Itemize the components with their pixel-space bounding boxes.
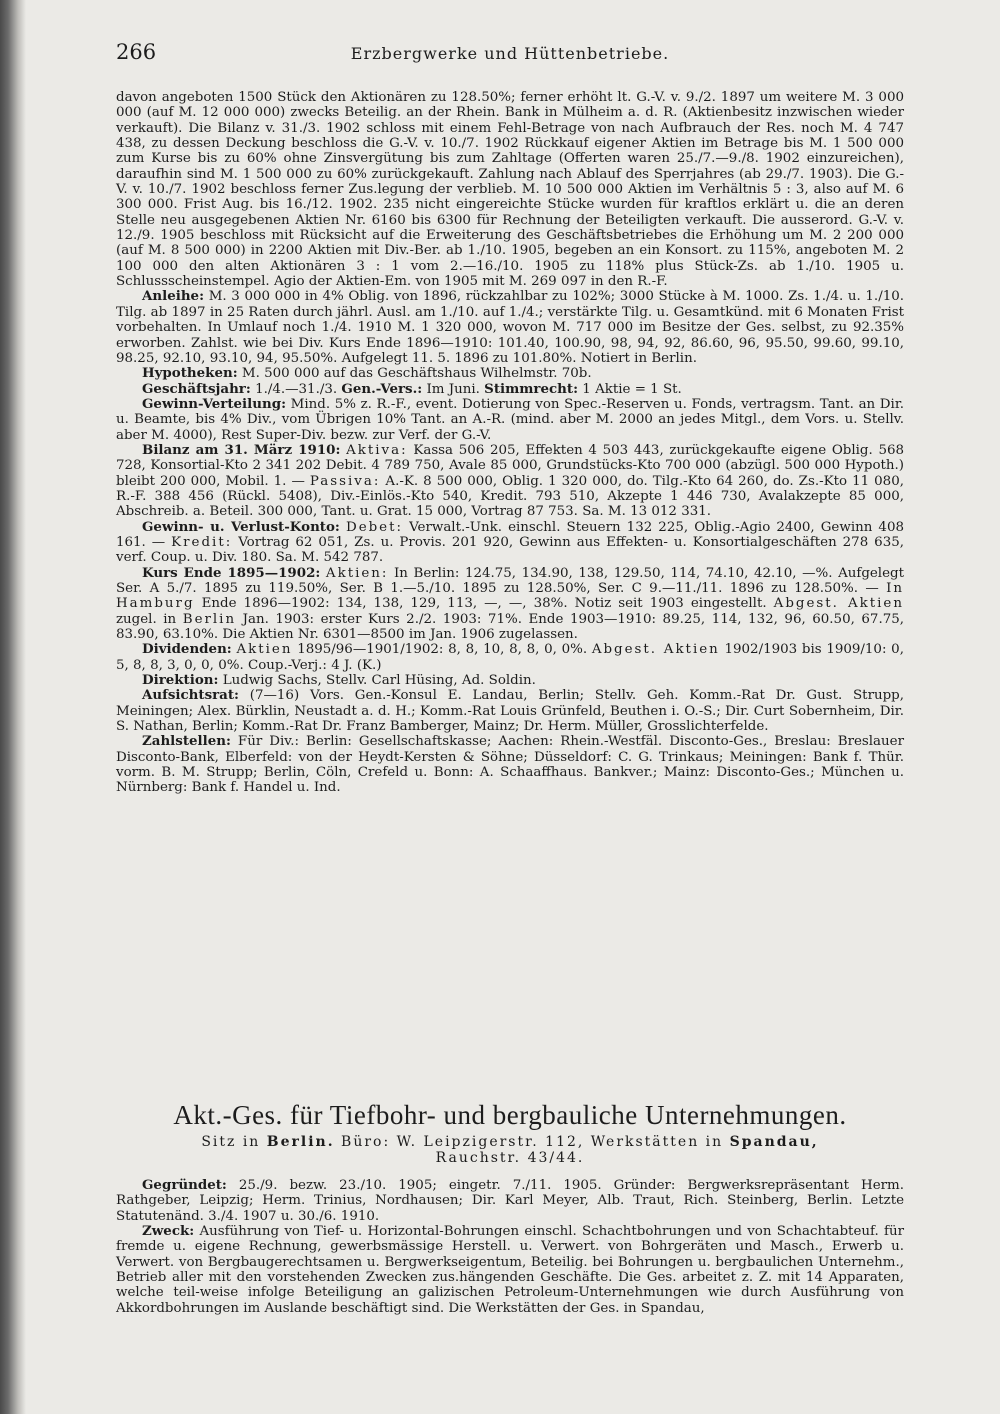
direktion-text: Ludwig Sachs, Stellv. Carl Hüsing, Ad. Soldin. <box>222 673 536 689</box>
direktion-label: Direktion: <box>142 672 219 689</box>
kurs-abgest-label: Abgest. Aktien <box>773 596 904 612</box>
hypotheken-paragraph <box>116 366 904 381</box>
kurs-abgest-berlin: Berlin <box>182 611 237 627</box>
stimmrecht-label: Stimmrecht: <box>484 380 579 397</box>
kurs-paragraph <box>116 566 904 643</box>
kurs-berlin-text: 124.75, 134.90, 138, 129.50, 114, 74.10, 42.10, —%. Aufgelegt Ser. A 5./7. 1895 zu 119.50%, Ser. B 1.—5./10. 1895 zu 128.50%, Ser. C 9.—11./11. 1896 zu 128.50%. — <box>116 565 904 596</box>
werk-city: Spandau, <box>729 1134 819 1150</box>
running-title: Erzbergwerke und Hüttenbetriebe. <box>350 44 670 63</box>
genvers-label: Gen.-Vers.: <box>341 380 423 397</box>
dividenden-label: Dividenden: <box>142 641 232 658</box>
zahlstellen-label: Zahlstellen: <box>142 733 231 750</box>
hypotheken-label: Hypotheken: <box>142 365 238 382</box>
geschaeftsjahr-paragraph <box>116 382 904 397</box>
direktion-paragraph <box>116 673 904 688</box>
zweck-label: Zweck: <box>142 1223 195 1240</box>
gewinnverteilung-text: Mind. 5% z. R.-F., event. Dotierung von Spec.-Reserven u. Fonds, vertragsm. Tant. an Dir. u. Beamte, bis 4% Div., vom Übrigen 10% Tant. an A.-R. (mind. aber M. 2000 an jedes Mitgl., dem Vors. u. Stellv. aber M. 4000), Rest Super-Div. bezw. zur Verf. der G.-V. <box>116 396 905 443</box>
guv-paragraph <box>116 520 904 566</box>
dividenden-abgest-label: Abgest. Aktien <box>591 642 720 658</box>
page-header <box>116 40 904 66</box>
dividenden-abgest-text: 1902/1903 bis 1909/10: 0, 5, 8, 8, 3, 0, 0, 0%. Coup.-Verj.: 4 J. (K.) <box>116 642 904 673</box>
aktiva-label: Aktiva: <box>346 442 408 458</box>
aufsichtsrat-text: (7—16) Vors. Gen.-Konsul E. Landau, Berlin; Stellv. Geh. Komm.-Rat Dr. Gust. Strupp, Meiningen; Alex. Bürklin, Neustadt a. d. H.; Komm.-Rat Louis Grünfeld, Beuthen i. O.-S.; Dir. Curt Sobernheim, Dir. S. Nathan, Berlin; Komm.-Rat Dr. Franz Bamberger, Mainz; Dr. Herm. Müller, Grosslichterfelde. <box>116 688 904 735</box>
debet-label: Debet: <box>345 519 404 535</box>
anleihe-paragraph <box>116 289 904 366</box>
passiva-label: Passiva: <box>309 473 381 489</box>
buero-text: Büro: W. Leipzigerstr. 112, Werkstätten in <box>341 1134 724 1150</box>
zweck-text: Ausführung von Tief- u. Horizontal-Bohrungen einschl. Schachtbohrungen und von Schachtabteuf. für fremde u. eigene Rechnung, gewerbsmässige Herstell. u. Verwert. von Bohrgeräten und Masch., Erwerb u. Verwert. von Bergbaugerechtsamen u. Bergwerkseigentum, Beteilig. bei Bohrungen u. bergbaulichen Unternehm., Betrieb aller mit den vorstehenden Zwecken zus.hängenden Geschäfte. Die Ges. arbeitet z. Z. mit 14 Apparaten, welche teil-weise infolge Beteiligung an galizischen Petroleum-Unternehmungen wie durch Ausführung von Akkordbohrungen im Auslande beschäftigt sind. Die Werkstätten der Ges. in Spandau, <box>116 1224 904 1316</box>
kurs-hamburg-label: In Hamburg <box>116 581 904 612</box>
section-erzbergwerke-continued <box>116 90 904 796</box>
page-number: 266 <box>116 40 157 64</box>
bilanz-passiva-text: A.-K. 8 500 000, Oblig. 1 320 000, do. Tilg.-Kto 64 260, do. Zs.-Kto 11 080, R.-F. 388 456 (Rückl. 5408), Div.-Einlös.-Kto 540, Kredit. 793 510, Akzepte 1 446 730, Avalakzepte 85 000, Abschreib. a. Beteil. 300 000, Tant. u. Grat. 15 000, Vortrag 87 753. Sa. M. 13 012 331. <box>116 473 904 520</box>
gewinnverteilung-label: Gewinn-Verteilung: <box>142 395 287 412</box>
kurs-label: Kurs Ende 1895—1902: <box>142 564 321 581</box>
kredit-label: Kredit: <box>171 534 233 550</box>
geschaeftsjahr-text: 1./4.—31./3. <box>255 381 338 397</box>
aufsichtsrat-paragraph <box>116 688 904 734</box>
zweck-paragraph <box>116 1224 904 1316</box>
kurs-berlin-label: In Berlin: <box>394 565 460 581</box>
gewinnverteilung-paragraph <box>116 397 904 443</box>
aufsichtsrat-label: Aufsichtsrat: <box>142 687 239 704</box>
kurs-abgest-text: zugel. in <box>116 611 177 627</box>
company-address <box>116 1134 904 1166</box>
zahlstellen-paragraph <box>116 734 904 795</box>
gegruendet-text: 25./9. bezw. 23./10. 1905; eingetr. 7./11. 1905. Gründer: Bergwerksrepräsentant Herm. Rathgeber, Leipzig; Herm. Trinius, Nordhausen; Dir. Karl Meyer, Alb. Traut, Rich. Steinberg, Berlin. Letzte Statutenänd. 3./4. 1907 u. 30./6. 1910. <box>116 1178 904 1224</box>
company-title: Akt.-Ges. für Tiefbohr- und bergbauliche Unternehmungen. <box>173 1100 847 1130</box>
hypotheken-text: M. 500 000 auf das Geschäftshaus Wilhelmstr. 70b. <box>241 366 592 382</box>
bilanz-label: Bilanz am 31. März 1910: <box>142 441 341 458</box>
dividenden-paragraph <box>116 642 904 673</box>
werk-address: Rauchstr. 43/44. <box>435 1150 585 1166</box>
anleihe-label: Anleihe: <box>142 288 205 305</box>
stimmrecht-text: 1 Aktie = 1 St. <box>582 381 682 397</box>
anleihe-text: M. 3 000 000 in 4% Oblig. von 1896, rückzahlbar zu 102%; 3000 Stücke à M. 1000. Zs. 1./4. u. 1./10. Tilg. ab 1897 in 25 Raten durch jährl. Ausl. am 1./10. auf 1./4.; verstärkte Tilg. u. Gesamtkünd. mit 6 Monaten Frist vorbehalten. In Umlauf noch 1./4. 1910 M. 1 320 000, wovon M. 717 000 im Besitze der Ges. selbst, zu 92.35% erworben. Zahlst. wie bei Div. Kurs Ende 1896—1910: 101.40, 100.90, 98, 94, 92, 86.60, 96, 95.50, 99.60, 99.10, 98.25, 92.10, 93.10, 94, 95.50%. Aufgelegt 11. 5. 1896 zu 101.80%. Notiert in Berlin. <box>116 289 904 366</box>
guv-debet-text: Verwalt.-Unk. einschl. Steuern 132 225, Oblig.-Agio 2400, Gewinn 408 161. — <box>116 519 904 550</box>
bilanz-paragraph <box>116 443 904 520</box>
dividenden-text: 1895/96—1901/1902: 8, 8, 10, 8, 8, 0, 0%. <box>297 642 588 658</box>
genvers-text: Im Juni. <box>426 381 480 397</box>
section-tiefbohr <box>116 1178 904 1316</box>
guv-kredit-text: Vortrag 62 051, Zs. u. Provis. 201 920, Gewinn aus Effekten- u. Konsortialgeschäften 278 635, verf. Coup. u. Div. 180. Sa. M. 542 787. <box>116 534 904 566</box>
sitz-prefix: Sitz in <box>201 1134 261 1150</box>
bilanz-aktiva-text: Kassa 506 205, Effekten 4 503 443, zurückgekaufte eigene Oblig. 568 728, Konsortial-Kto 2 341 202 Debit. 4 789 750, Avale 85 000, Grundstücks-Kto 700 000 (abzügl. 500 000 Hypoth.) bleibt 200 000, Mobil. 1. — <box>116 442 905 489</box>
sitz-city: Berlin. <box>266 1134 335 1150</box>
guv-label: Gewinn- u. Verlust-Konto: <box>142 518 340 535</box>
zahlstellen-text: Für Div.: Berlin: Gesellschaftskasse; Aachen: Rhein.-Westfäl. Disconto-Ges., Breslau: Breslauer Disconto-Bank, Elberfeld: von der Heydt-Kersten & Söhne; Düsseldorf: C. G. Trinkaus; Meiningen: Bank f. Thür. vorm. B. M. Strupp; Berlin, Cöln, Crefeld u. Bonn: A. Schaaffhaus. Bankver.; Mainz: Disconto-Ges.; München u. Nürnberg: Bank f. Handel u. Ind. <box>116 734 904 796</box>
geschaeftsjahr-label: Geschäftsjahr: <box>142 380 251 397</box>
book-binding-shadow <box>0 0 26 1414</box>
gegruendet-paragraph <box>116 1178 904 1224</box>
dividenden-aktien-label: Aktien <box>236 642 293 658</box>
kurs-aktien-label: Aktien: <box>325 565 389 581</box>
kurs-hamburg-text: Ende 1896—1902: 134, 138, 129, 113, —, —, 38%. Notiz seit 1903 eingestellt. <box>201 596 767 612</box>
kurs-abgest-rest: Jan. 1903: erster Kurs 2./2. 1903: 71%. Ende 1903—1910: 89.25, 114, 132, 96, 60.50, 67.75, 83.90, 63.10%. Die Aktien Nr. 6301—8500 im Jan. 1906 zugelassen. <box>116 611 904 643</box>
capital-history-paragraph: davon angeboten 1500 Stück den Aktionären zu 128.50%; ferner erhöht lt. G.-V. v. 9./2. 1897 um weitere M. 3 000 000 (auf M. 12 000 000) zwecks Beteilig. an der Rhein. Bank in Mülheim a. d. R. (Aktienbesitz inzwischen wieder verkauft). Die Bilanz v. 31./3. 1902 schloss mit einem Fehl-Betrage von nach Aufbrauch der Res. noch M. 4 747 438, zu dessen Deckung beschloss die G.-V. v. 10./7. 1902 Rückkauf eigener Aktien im Betrage bis M. 1 500 000 zum Kurse bis zu 60% ohne Zinsvergütung bis zum Zahltage (Offerten waren 25./7.—9./8. 1902 einzureichen), daraufhin sind M. 1 500 000 zu 60% zurückgekauft. Zahlung nach Ablauf des Sperrjahres (ab 29./7. 1903). Die G.-V. v. 10./7. 1902 beschloss ferner Zus.legung der verblieb. M. 10 500 000 Aktien im Verhältnis 5 : 3, also auf M. 6 300 000. Frist Aug. bis 16./12. 1902. 235 nicht eingereichte Stücke wurden für kraftlos erklärt u. die an deren Stelle neu ausgegebenen Aktien Nr. 6160 bis 6300 für Rechnung der Beteiligten verkauft. Die ausserord. G.-V. v. 12./9. 1905 beschloss mit Rücksicht auf die Erweiterung des Geschäftsbetriebes die Erhöhung um M. 2 200 000 (auf M. 8 500 000) in 2200 Aktien mit Div.-Ber. ab 1./10. 1905, begeben an ein Konsort. zu 115%, angeboten M. 2 100 000 den alten Aktionären 3 : 1 vom 2.—16./10. 1905 zu 118% plus Stück-Zs. ab 1./10. 1905 u. Schlussscheinstempel. Agio der Aktien-Em. von 1905 mit M. 269 097 in den R.-F. <box>116 90 904 290</box>
gegruendet-label: Gegründet: <box>142 1177 227 1193</box>
